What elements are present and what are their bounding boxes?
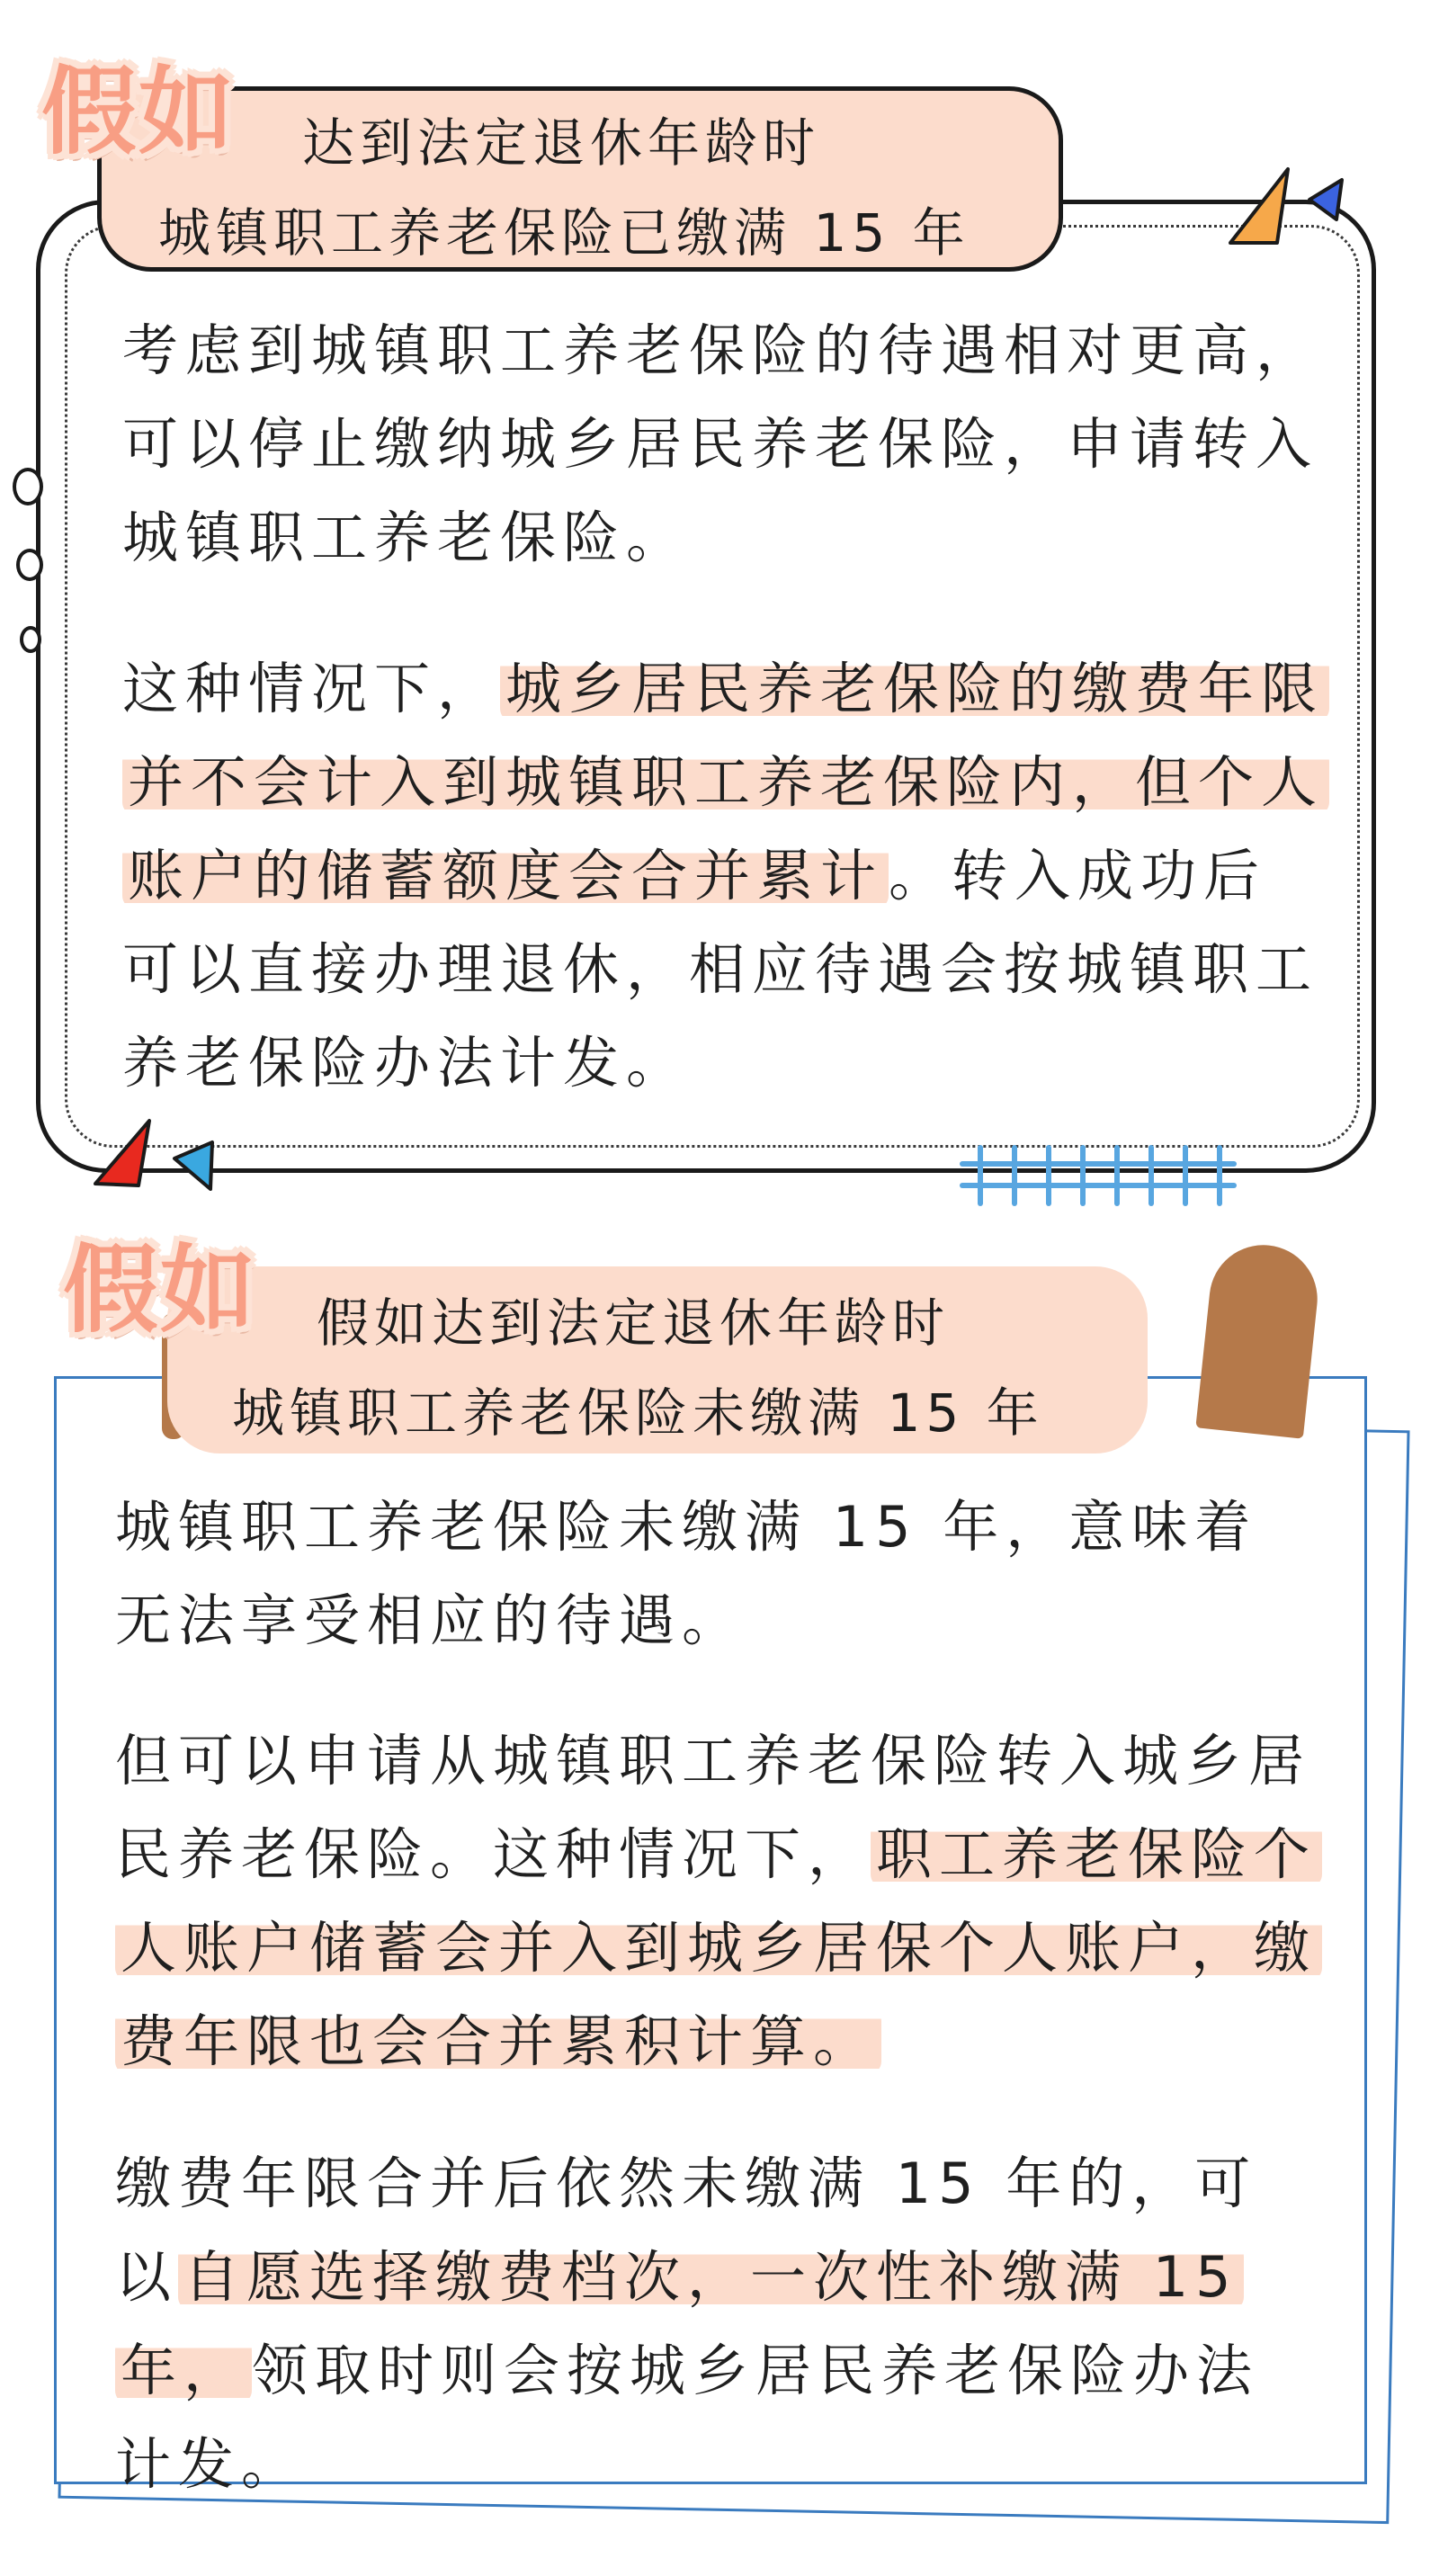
grid-lines-decoration	[959, 1144, 1238, 1207]
section-2-paragraph-3-text: 缴费年限合并后依然未缴满 15 年的，可以	[115, 2151, 1258, 2310]
binder-ring-icon	[13, 468, 43, 505]
triangle-decoration-icon	[86, 1112, 230, 1202]
section-2-title-line-1: 假如达到法定退休年龄时	[317, 1292, 951, 1354]
section-1-highlight: 城乡居民养老保险的缴费年限并不会计入到城镇职工养老保险内，但个人账户的储蓄额度会合并累计	[122, 656, 1329, 908]
section-2-highlight-1: 职工养老保险个人账户储蓄会并入到城乡居保个人账户，缴费年限也会合并累积计算。	[115, 1821, 1322, 2074]
section-1-paragraph-1: 考虑到城镇职工养老保险的待遇相对更高，可以停止缴纳城乡居民养老保险，申请转入城镇职工养老保险。	[122, 318, 1319, 570]
section-2-paragraph-3-tail: 领取时则会按城乡居民养老保险办法计发。	[115, 2338, 1260, 2497]
section-1-paragraph-2	[122, 642, 1327, 1110]
section-2-title-line-2: 城镇职工养老保险未缴满 15 年	[232, 1382, 1044, 1444]
section-2-badge: 假如	[63, 1235, 257, 1346]
section-1-title-line-2: 城镇职工养老保险已缴满 15 年	[158, 202, 970, 264]
section-1-paragraph-2-text: 这种情况下，	[122, 656, 501, 721]
section-2-paragraph-2-text: 但可以申请从城镇职工养老保险转入城乡居民养老保险。这种情况下，	[115, 1728, 1312, 1887]
triangle-decoration-icon	[1223, 164, 1349, 254]
section-2-paragraph-2	[115, 1714, 1320, 2089]
section-2-paragraph-1: 城镇职工养老保险未缴满 15 年，意味着无法享受相应的待遇。	[115, 1494, 1258, 1653]
tape-decoration	[1195, 1239, 1322, 1438]
section-1-title-line-1: 达到法定退休年龄时	[302, 112, 821, 174]
section-2-highlight-2: 自愿选择缴费档次，一次性补缴满 15 年，	[115, 2244, 1244, 2403]
section-2-paragraph-3	[115, 2137, 1320, 2511]
section-1-badge: 假如	[41, 57, 236, 167]
section-1-paragraph-2-tail: 。转入成功后可以直接办理退休，相应待遇会按城镇职工养老保险办法计发。	[122, 843, 1319, 1096]
binder-ring-icon	[16, 549, 43, 581]
binder-ring-icon	[20, 626, 41, 653]
